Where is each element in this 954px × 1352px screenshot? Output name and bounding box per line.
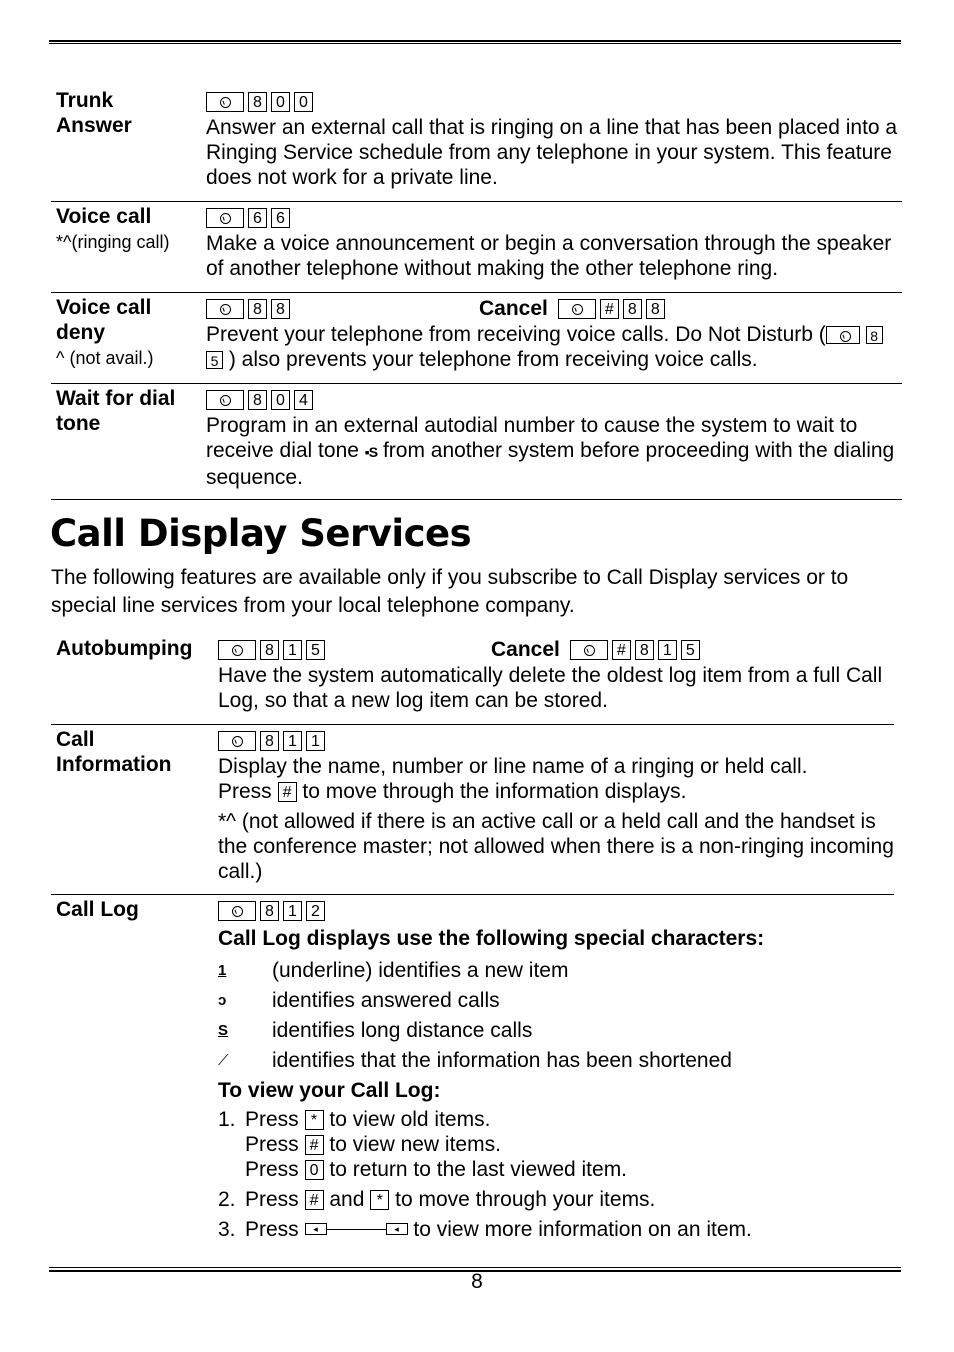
step-number: 1. (218, 1108, 236, 1131)
view-call-log-heading: To view your Call Log: (218, 1079, 441, 1102)
feature-label (56, 295, 153, 371)
list-item (218, 1045, 894, 1075)
dial-key: 2 (306, 901, 325, 921)
step-item (218, 1107, 894, 1182)
feature-sublabel: ^ (not avail.) (56, 348, 154, 368)
step-line (245, 1132, 627, 1157)
long-distance-icon: S (218, 1021, 229, 1039)
feature-body (218, 636, 894, 713)
step-number: 3. (218, 1218, 236, 1241)
dial-key: 5 (681, 640, 700, 660)
dial-key: 4 (294, 390, 313, 410)
step-text: to view more information on an item. (413, 1218, 752, 1241)
description-text: ) also prevents your telephone from receiving voice calls. (228, 348, 758, 371)
feature-description (206, 413, 902, 490)
dial-key: 0 (305, 1160, 324, 1180)
display-bar (327, 1229, 386, 1230)
tone-icon: ▪S (364, 444, 378, 460)
step-text: Press (245, 1158, 299, 1181)
step-text: to view new items. (329, 1133, 501, 1156)
step-line (245, 1217, 752, 1242)
feature-label (56, 386, 175, 436)
symbol-description: identifies long distance calls (272, 1018, 533, 1042)
description-text: to move through the information displays. (302, 780, 687, 803)
dial-key: # (305, 1135, 324, 1155)
feature-label (56, 727, 172, 777)
feature-label: Call Log (56, 898, 139, 921)
list-item (218, 985, 894, 1015)
feature-key-icon (826, 326, 860, 344)
description-text: Program in an external autodial number to cause the system to wait to receive dial tone (206, 414, 858, 462)
dial-key: 5 (206, 351, 223, 369)
feature-body (206, 295, 902, 372)
feature-row-call-log (51, 897, 894, 1247)
underline-1-icon: 1 (218, 961, 227, 979)
step-text: to return to the last viewed item. (329, 1158, 628, 1181)
feature-row-voice-call (51, 204, 902, 293)
cancel-label: Cancel (491, 638, 560, 661)
label-line: Call (56, 728, 95, 751)
top-rule-thin (49, 43, 901, 44)
key-sequence (206, 386, 902, 413)
feature-sublabel: *^(ringing call) (56, 232, 170, 252)
dial-key: 0 (271, 390, 290, 410)
step-text: to move through your items. (395, 1188, 656, 1211)
answered-icon: ↄ (218, 991, 227, 1009)
symbol-description: identifies that the information has been shortened (272, 1048, 732, 1072)
list-item (218, 955, 894, 985)
top-rule (49, 40, 901, 42)
feature-label (56, 204, 169, 255)
step-text: and (329, 1188, 365, 1211)
feature-body (206, 386, 902, 490)
feature-row-call-information (51, 727, 894, 895)
symbol-description: identifies answered calls (272, 988, 500, 1012)
feature-body (206, 204, 906, 281)
feature-key-icon (218, 731, 256, 751)
dial-key: # (612, 640, 631, 660)
dial-key: 6 (248, 208, 267, 228)
description-text: from another system before proceeding with the dialing sequence. (206, 439, 895, 489)
dial-key: 8 (248, 92, 267, 112)
label-line: deny (56, 321, 106, 344)
label-line: Wait for dial (56, 387, 176, 410)
feature-label (56, 88, 132, 138)
step-text: to view old items. (329, 1108, 491, 1131)
feature-description: Answer an external call that is ringing on a line that has been placed into a Ringing Service schedule from any telephone in your system. This feature does not work for a private line. (206, 116, 898, 189)
feature-body (218, 727, 894, 884)
step-text: Press (245, 1218, 299, 1241)
dial-key: 8 (260, 731, 279, 751)
dial-key: * (305, 1110, 324, 1130)
feature-description (218, 779, 894, 804)
feature-key-icon (570, 640, 608, 660)
steps-list (218, 1107, 894, 1242)
dial-key: 0 (294, 92, 313, 112)
feature-key-icon (206, 390, 244, 410)
dial-key: 8 (623, 299, 642, 319)
dial-key: # (600, 299, 619, 319)
shortened-icon: ⟋ (218, 1051, 229, 1069)
feature-key-icon (218, 640, 256, 660)
step-line (245, 1157, 627, 1182)
feature-row-trunk-answer (51, 88, 902, 202)
dial-key: 8 (646, 299, 665, 319)
feature-body (218, 897, 894, 1242)
feature-key-icon (558, 299, 596, 319)
list-item (218, 1015, 894, 1045)
feature-key-icon (206, 92, 244, 112)
dial-key: 1 (283, 901, 302, 921)
dial-key: 6 (271, 208, 290, 228)
dial-key: 8 (271, 299, 290, 319)
feature-description (206, 322, 902, 372)
display-left-icon: ◂ (305, 1223, 327, 1235)
key-sequence (206, 88, 902, 115)
key-sequence (218, 897, 894, 924)
step-item (218, 1187, 894, 1212)
dial-key: # (278, 782, 297, 802)
dial-key: 8 (260, 901, 279, 921)
display-right-icon: ◂ (386, 1223, 408, 1235)
dial-key: 5 (306, 640, 325, 660)
symbol-description: (underline) identifies a new item (272, 958, 569, 982)
step-text: Press (245, 1188, 299, 1211)
feature-row-voice-call-deny (51, 295, 902, 384)
description-text: Prevent your telephone from receiving voice calls. Do Not Disturb ( (206, 323, 826, 346)
dial-key: 1 (306, 731, 325, 751)
section-intro: The following features are available only if you subscribe to Call Display services or to special line services from your local telephone company. (51, 566, 849, 617)
feature-note: *^ (not allowed if there is an active call or a held call and the handset is the conference master; not allowed when there is a non-ringing incoming call.) (218, 810, 894, 883)
display-button-icon (305, 1223, 408, 1237)
description-text: Press (218, 780, 272, 803)
step-lines (245, 1107, 627, 1182)
label-line: Voice call (56, 205, 152, 228)
page-number: 8 (471, 1270, 483, 1293)
step-number: 2. (218, 1188, 236, 1211)
label-line: Information (56, 753, 172, 776)
dial-key: 8 (866, 326, 883, 344)
feature-key-icon (218, 901, 256, 921)
dial-key: # (305, 1190, 324, 1210)
dial-key: 1 (283, 640, 302, 660)
dial-key: 0 (271, 92, 290, 112)
section-heading: Call Display Services (50, 512, 472, 555)
step-text: Press (245, 1133, 299, 1156)
step-line (245, 1107, 627, 1132)
dial-key: 8 (635, 640, 654, 660)
feature-row-wait-for-dial-tone (51, 386, 902, 500)
feature-body (206, 88, 902, 190)
step-text: Press (245, 1108, 299, 1131)
feature-key-icon (206, 208, 244, 228)
feature-row-autobumping (51, 636, 894, 725)
cancel-sequence (491, 636, 700, 663)
feature-label: Autobumping (56, 637, 193, 660)
label-line: Trunk (56, 89, 114, 112)
cancel-label: Cancel (479, 297, 548, 320)
step-line (245, 1187, 655, 1212)
dial-key: 1 (283, 731, 302, 751)
bottom-rule-thin (49, 1267, 901, 1268)
special-characters-heading: Call Log displays use the following special characters: (218, 927, 765, 950)
key-sequence (206, 204, 906, 231)
symbol-list (218, 955, 894, 1075)
label-line: tone (56, 412, 101, 435)
dial-key: 1 (658, 640, 677, 660)
dial-key: 8 (248, 390, 267, 410)
dial-key: * (370, 1190, 389, 1210)
cancel-sequence (479, 295, 665, 322)
key-sequence (218, 727, 894, 754)
feature-description: Display the name, number or line name of a ringing or held call. (218, 755, 808, 778)
feature-key-icon (206, 299, 244, 319)
step-item (218, 1217, 894, 1242)
feature-description: Make a voice announcement or begin a conversation through the speaker of another telephone without making the other telephone ring. (206, 232, 892, 280)
label-line: Answer (56, 114, 132, 137)
dial-key: 8 (260, 640, 279, 660)
dial-key: 8 (248, 299, 267, 319)
label-line: Voice call (56, 296, 152, 319)
feature-description: Have the system automatically delete the oldest log item from a full Call Log, so that a new log item can be stored. (218, 664, 883, 712)
